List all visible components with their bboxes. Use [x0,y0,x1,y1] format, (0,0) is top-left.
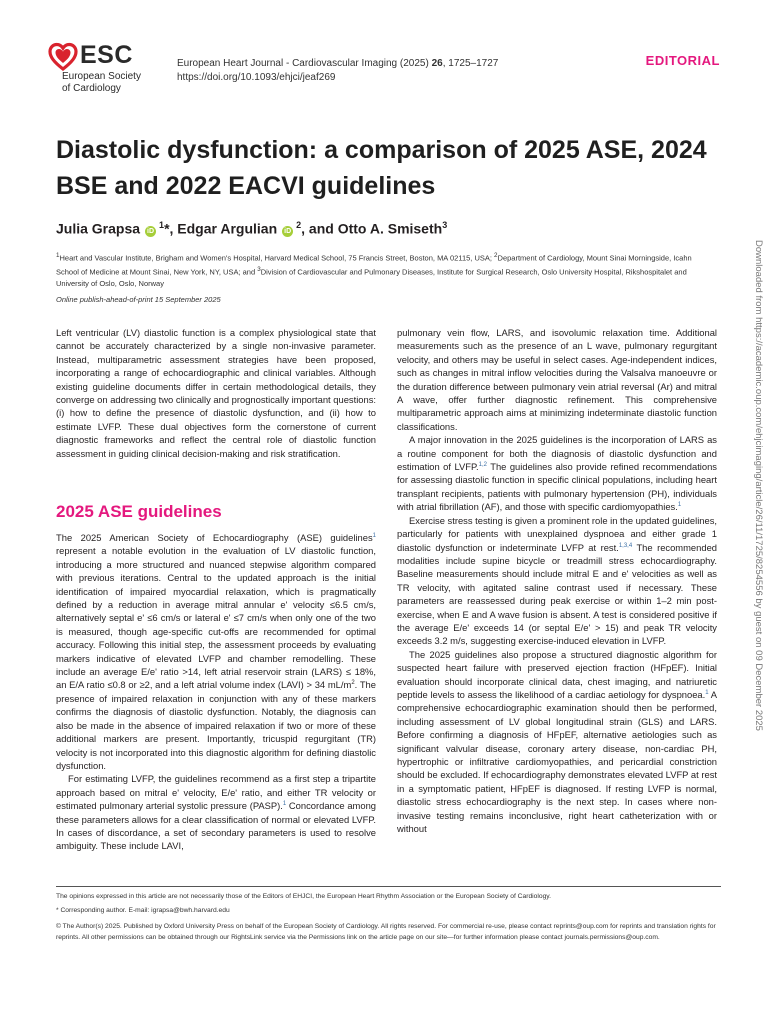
ase-section-body [56,531,376,853]
affiliation-2: Department of Cardiology, Mount Sinai Morningside, Icahn School of Medicine at Mount Sinai, New York, NY, USA; and [56,253,692,277]
article-type-label: EDITORIAL [645,53,720,68]
heart-logo-icon [48,42,78,72]
orcid-icon[interactable]: iD [284,227,292,235]
logo-name-line-1: European Society [62,71,141,82]
para-text: A comprehensive echocardiographic examination should then be performed, including assessment of LV global longitudinal strain (GLS) and LARS. Before confirming a diagnosis of HFpEF, alternative aetiologies such as significant valvular disease, coronary artery disease, non-cardiac PH, hypertrophic or infiltrative cardiomyopathies, and pericardial constriction should be excluded. If echocardiography demonstrates elevated LVFP at rest in a symptomatic patient, HFpEF is diagnosed. If resting LVFP is normal, diastolic stress echocardiography is the next step. In cases where non-invasive testing remains inconclusive, right heart catheterization with or without [397,688,718,835]
opinions-note: The opinions expressed in this article are not necessarily those of the Editors of EHJCI, the European Heart Rhythm Association or the European Society of Cardiology. [56,893,552,900]
citation-link[interactable]: 1,2 [478,461,487,468]
author-name[interactable]: , and Otto A. Smiseth [301,220,443,237]
paragraph [397,514,717,648]
journal-citation [177,57,498,71]
para-text: represent a notable evolution in the evaluation of LV diastolic function, introducing a more structured and nuanced stepwise algorithm compared with previous iterations. Central to the updated approach is the initial identification of impaired myocardial relaxation, which is pragmatically defined by a reduction in average mitral annular e' velocity ≤6.5 cm/s, alternatively septal e' ≤6 cm/s or lateral e' ≤7 cm/s when only one of the two is measured, though age-specific cut-offs are recommended for optimal accuracy. Following this initial step, the assessment proceeds by evaluating markers indicative of elevated LVFP and chamber remodelling. These include an average E/e' ratio >14, left atrial reservoir strain (LARS) ≤ 18%, an E/A ratio ≤0.8 or ≥2, and a left atrial volume index (LAVI) > 34 mL/m [56,545,376,691]
citation-link[interactable]: 1 [282,801,287,807]
citation-link[interactable]: 1 [705,689,709,696]
affil-sup: 3 [257,266,261,273]
affil-sup: 1 [56,252,60,259]
author-affil-sup: 3 [442,220,448,230]
footer-divider [56,886,721,887]
author-name[interactable]: Edgar Argulian [177,220,278,237]
doi-link[interactable]: https://doi.org/10.1093/ehjci/jeaf269 [177,72,336,83]
author-mark: *, [164,220,178,237]
author-affil-sup: 2 [296,220,302,230]
journal-name: European Heart Journal - Cardiovascular Imaging (2025) [177,58,429,69]
para-text: Concordance among these parameters allows for a clear classification of normal or elevated LVFP. In cases of discordance, a set of secondary parameters is used to resolve ambiguity. These include LAVI, [56,800,376,852]
affiliation-3: Division of Cardiovascular and Pulmonary Diseases, Institute for Surgical Research, Oslo University Hospital, Rikshospitalet and University of Oslo, Oslo, Norway [56,267,687,288]
section-heading: 2025 ASE guidelines [56,502,222,521]
download-watermark [752,240,762,1000]
publish-date: Online publish-ahead-of-print 15 September 2025 [56,295,221,304]
intro-paragraph [56,326,376,460]
orcid-icon[interactable]: iD [147,227,155,235]
citation-link[interactable]: 1 [677,502,682,509]
para-text: The recommended modalities include supine bicycle or treadmill stress echocardiography. Baseline measurements should include mitral E and e' velocities as well as TR velocity, with agitated saline contrast used if necessary. These parameters are reassessed during peak exercise or within 1–2 min post-exercise, when E and A wave fusion is absent. A test is considered positive if the average E/e' exceeds 14 (or septal E/e' > 15) and peak TR velocity exceeds 3.2 m/s, suggesting exercise-induced elevation in LVFP. [397,541,717,647]
para-text: The guidelines also provide refined recommendations for assessing diastolic function in specific clinical populations, including heart transplant recipients, patients with pulmonary hypertension (PH), individuals with atrial fibrillation (AF), and those with specific cardiomyopathies. [397,461,717,513]
journal-volume: 26 [431,58,443,69]
affiliations [56,250,716,290]
right-column [397,326,717,835]
article-title: Diastolic dysfunction: a comparison of 2025 ASE, 2024 BSE and 2022 EACVI guidelines [56,136,707,200]
paragraph: pulmonary vein flow, LARS, and isovolumic relaxation time. Additional measurements such as the presence of an L wave, pulmonary regurgitant velocity, and others may be useful in select cases. Age-independent indices, such as changes in mitral inflow velocities during the Valsalva manoeuvre or the duration difference between pulmonary vein atrial reversal (Ar) and mitral A wave, offer further diagnostic refinement. This comprehensive multiparametric approach aims at minimizing indeterminate diastolic function classifications. [397,327,717,432]
author-affil-sup: 1 [159,220,165,230]
para-text: The 2025 guidelines also propose a structured diagnostic algorithm for suspected heart failure with preserved ejection fraction (HFpEF). Initial evaluation should incorporate clinical data, chest imaging, and natriuretic peptide levels to assess the likelihood of a cardiac aetiology for dyspnoea. [397,648,717,700]
affiliation-1: Heart and Vascular Institute, Brigham and Women's Hospital, Harvard Medical School, 75 Francis Street, Boston, MA 02115, USA; [59,253,495,263]
author-name[interactable]: Julia Grapsa [56,220,141,237]
copyright-notice: © The Author(s) 2025. Published by Oxford University Press on behalf of the European Society of Cardiology. All rights reserved. For commercial re-use, please contact reprints@oup.com for reprints and translation rights for reprints. All other permissions can be obtained through our RightsLink service via the Permissions link on the article page on our site—for further information please contact journals.permissions@oup.com. [56,923,716,941]
para-text: For estimating LVFP, the guidelines recommend as a first step a tripartite approach based on mitral e' velocity, E/e' ratio, and either TR velocity or estimated pulmonary arterial systolic pressure (PASP). [56,773,376,812]
journal-pages: , 1725–1727 [442,58,499,69]
para-text: The 2025 American Society of Echocardiography (ASE) guidelines [56,532,373,543]
paragraph [397,433,717,513]
citation-link[interactable]: 1 [372,532,376,539]
intro-text: Left ventricular (LV) diastolic function is a complex physiological state that cannot be accurately characterized by a single non-invasive parameter. Instead, multiparametric assessment strategies have been proposed, incorporating a range of echocardiographic and clinical variables. Although existing guideline documents differ in certain methodological details, they converge on addressing two clinically and prognostically important questions: (i) how to define the presence of diastolic dysfunction, and (ii) how to estimate LVFP. These dual objectives form the cornerstone of current diagnostic frameworks and reflect the central role of diastolic function assessment in guiding clinical decision-making and risk stratification. [56,327,376,459]
logo-society-name [62,71,141,95]
logo-abbr: ESC [80,41,133,69]
logo-name-line-2: of Cardiology [62,83,121,94]
para-text: Exercise stress testing is given a prominent role in the updated guidelines, particularly for patients with unexplained dyspnoea and either grade 1 diastolic dysfunction or indeterminate LVFP at rest. [397,514,717,553]
affil-sup: 2 [494,252,498,259]
superscript: 2 [351,680,355,687]
para-text: A major innovation in the 2025 guidelines is the incorporation of LARS as a routine component for both the diagnosis of diastolic dysfunction and estimation of LVFP. [397,434,717,473]
paragraph [397,648,717,836]
para-text: . The presence of impaired relaxation in conjunction with any of these markers confirms the diagnosis of diastolic dysfunction. Notably, the diagnosis can also be made in the absence of impaired relaxation if two or more of these additional markers are present. Importantly, tricuspid regurgitant (TR) velocity is not incorporated into this diagnostic algorithm for defining diastolic dysfunction. [56,679,376,771]
watermark-text: Downloaded from https://academic.oup.com/ehjcimaging/article/26/11/1725/8254556 by guest on 09 December 2025 [753,240,764,731]
ase-paragraph-2 [56,772,376,852]
corresponding-author: * Corresponding author. E-mail: igrapsa@bwh.harvard.edu [56,907,230,914]
author-list [56,215,447,239]
citation-link[interactable]: 1,3,4 [618,542,633,549]
ase-paragraph-1 [56,531,376,772]
